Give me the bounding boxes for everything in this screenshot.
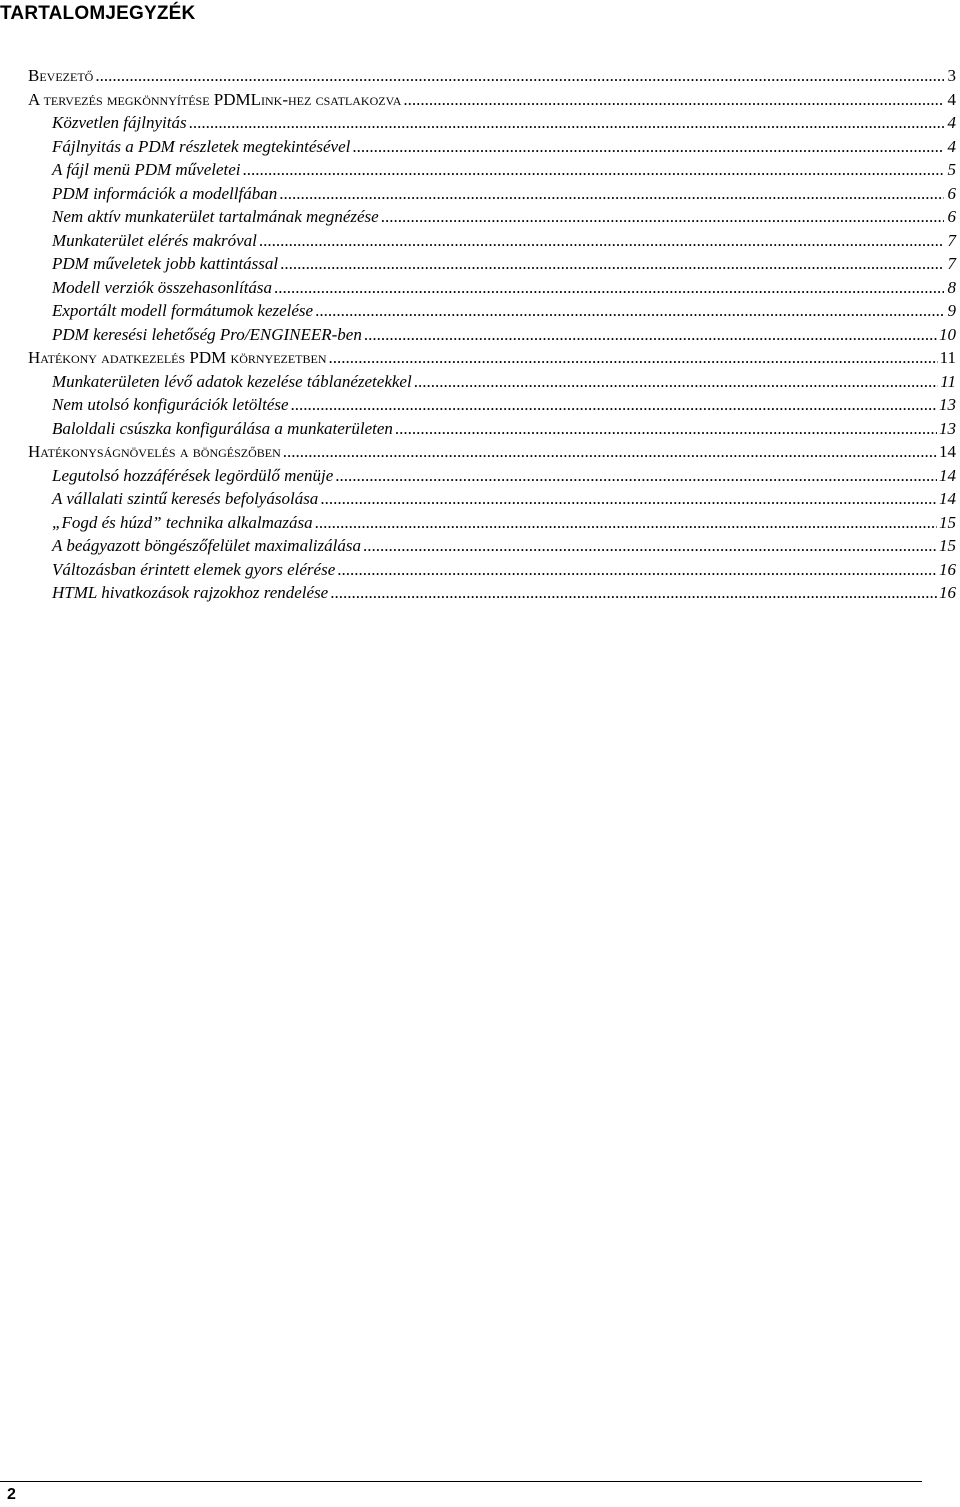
toc-entry-label: Exportált modell formátumok kezelése xyxy=(52,301,314,320)
toc-entry[interactable] xyxy=(28,278,956,302)
dot-leader xyxy=(279,184,944,204)
dot-leader xyxy=(243,160,944,180)
dot-leader xyxy=(330,583,937,603)
toc-entry[interactable] xyxy=(28,254,956,278)
toc-entry[interactable] xyxy=(28,90,956,114)
toc-entry[interactable] xyxy=(28,160,956,184)
toc-entry[interactable] xyxy=(28,184,956,208)
toc-entry-label: Munkaterület elérés makróval xyxy=(52,230,257,250)
toc-entry[interactable] xyxy=(28,419,956,443)
toc-entry-page: 14 xyxy=(939,442,956,461)
toc-entry-label: A tervezés megkönnyítése PDMLink-hez csatlakozva xyxy=(28,89,402,109)
table-of-contents xyxy=(28,66,956,607)
toc-entry[interactable] xyxy=(28,137,956,161)
toc-entry-label: Fájlnyitás a PDM részletek megtekintésével xyxy=(52,136,351,156)
toc-entry-page: 15 xyxy=(939,536,956,555)
toc-entry[interactable] xyxy=(28,560,956,584)
dot-leader xyxy=(329,348,938,368)
toc-entry-page: 13 xyxy=(939,395,956,414)
toc-entry-page: 14 xyxy=(939,465,956,485)
dot-leader xyxy=(337,560,937,580)
toc-entry[interactable] xyxy=(28,583,956,607)
dot-leader xyxy=(280,254,944,274)
toc-entry-label: Változásban érintett elemek gyors elérése xyxy=(52,559,336,579)
toc-entry-page: 9 xyxy=(947,301,956,320)
dot-leader xyxy=(381,207,944,227)
toc-entry[interactable] xyxy=(28,113,956,137)
toc-entry-page: 7 xyxy=(947,230,956,250)
toc-entry[interactable] xyxy=(28,66,956,90)
toc-entry[interactable] xyxy=(28,536,956,560)
footer-divider xyxy=(0,1481,922,1482)
toc-entry[interactable] xyxy=(28,301,956,325)
toc-entry-label: „Fogd és húzd” technika alkalmazása xyxy=(52,512,313,532)
toc-entry-label: A beágyazott böngészőfelület maximalizálása xyxy=(52,536,361,555)
toc-entry-page: 4 xyxy=(947,113,956,132)
dot-leader xyxy=(283,442,937,462)
toc-entry[interactable] xyxy=(28,372,956,396)
toc-entry-label: Hatékony adatkezelés PDM környezetben xyxy=(28,348,327,367)
dot-leader xyxy=(403,90,944,110)
toc-entry-label: Hatékonyságnövelés a böngészőben xyxy=(28,442,281,461)
dot-leader xyxy=(291,395,937,415)
dot-leader xyxy=(414,372,939,392)
toc-entry-page: 14 xyxy=(939,489,956,508)
toc-entry-page: 4 xyxy=(947,136,956,156)
toc-entry-page: 16 xyxy=(939,583,956,602)
toc-entry[interactable] xyxy=(28,513,956,537)
toc-entry-page: 3 xyxy=(947,66,956,85)
toc-entry[interactable] xyxy=(28,231,956,255)
toc-entry-label: Bevezető xyxy=(28,66,94,85)
toc-entry-page: 6 xyxy=(947,207,956,226)
dot-leader xyxy=(315,513,937,533)
toc-entry-page: 6 xyxy=(947,183,956,203)
toc-entry[interactable] xyxy=(28,325,956,349)
dot-leader xyxy=(95,66,944,86)
toc-entry-label: Baloldali csúszka konfigurálása a munkaterületen xyxy=(52,418,393,438)
toc-entry-label: Nem aktív munkaterület tartalmának megnézése xyxy=(52,207,379,226)
toc-entry[interactable] xyxy=(28,489,956,513)
toc-entry-label: Munkaterületen lévő adatok kezelése táblanézetekkel xyxy=(52,371,412,391)
toc-entry-page: 13 xyxy=(939,418,956,438)
page-number: 2 xyxy=(7,1486,16,1503)
toc-entry-label: Modell verziók összehasonlítása xyxy=(52,277,273,297)
dot-leader xyxy=(320,489,937,509)
toc-entry-label: A vállalati szintű keresés befolyásolása xyxy=(52,489,319,508)
toc-entry-page: 16 xyxy=(939,559,956,579)
toc-entry-label: Közvetlen fájlnyitás xyxy=(52,113,187,132)
dot-leader xyxy=(364,325,937,345)
dot-leader xyxy=(395,419,937,439)
toc-entry[interactable] xyxy=(28,395,956,419)
dot-leader xyxy=(315,301,944,321)
toc-entry-page: 15 xyxy=(939,512,956,532)
toc-entry-page: 8 xyxy=(947,277,956,297)
toc-entry-label: PDM információk a modellfában xyxy=(52,183,278,203)
dot-leader xyxy=(363,536,937,556)
toc-entry-label: A fájl menü PDM műveletei xyxy=(52,160,241,179)
toc-entry[interactable] xyxy=(28,348,956,372)
toc-entry-label: Legutolsó hozzáférések legördülő menüje xyxy=(52,465,334,485)
toc-entry-page: 5 xyxy=(947,160,956,179)
toc-entry-label: HTML hivatkozások rajzokhoz rendelése xyxy=(52,583,329,602)
toc-entry-page: 10 xyxy=(939,324,956,344)
dot-leader xyxy=(352,137,944,157)
dot-leader xyxy=(335,466,937,486)
dot-leader xyxy=(259,231,944,251)
toc-entry[interactable] xyxy=(28,442,956,466)
toc-entry-label: Nem utolsó konfigurációk letöltése xyxy=(52,395,289,414)
toc-entry-label: PDM keresési lehetőség Pro/ENGINEER-ben xyxy=(52,324,362,344)
toc-entry-page: 11 xyxy=(940,371,956,391)
toc-entry-page: 4 xyxy=(947,89,956,109)
dot-leader xyxy=(274,278,944,298)
toc-entry[interactable] xyxy=(28,466,956,490)
toc-entry[interactable] xyxy=(28,207,956,231)
dot-leader xyxy=(189,113,944,133)
toc-entry-page: 7 xyxy=(947,254,956,273)
toc-entry-page: 11 xyxy=(939,348,956,367)
page-title: TARTALOMJEGYZÉK xyxy=(0,3,196,24)
toc-entry-label: PDM műveletek jobb kattintással xyxy=(52,254,279,273)
